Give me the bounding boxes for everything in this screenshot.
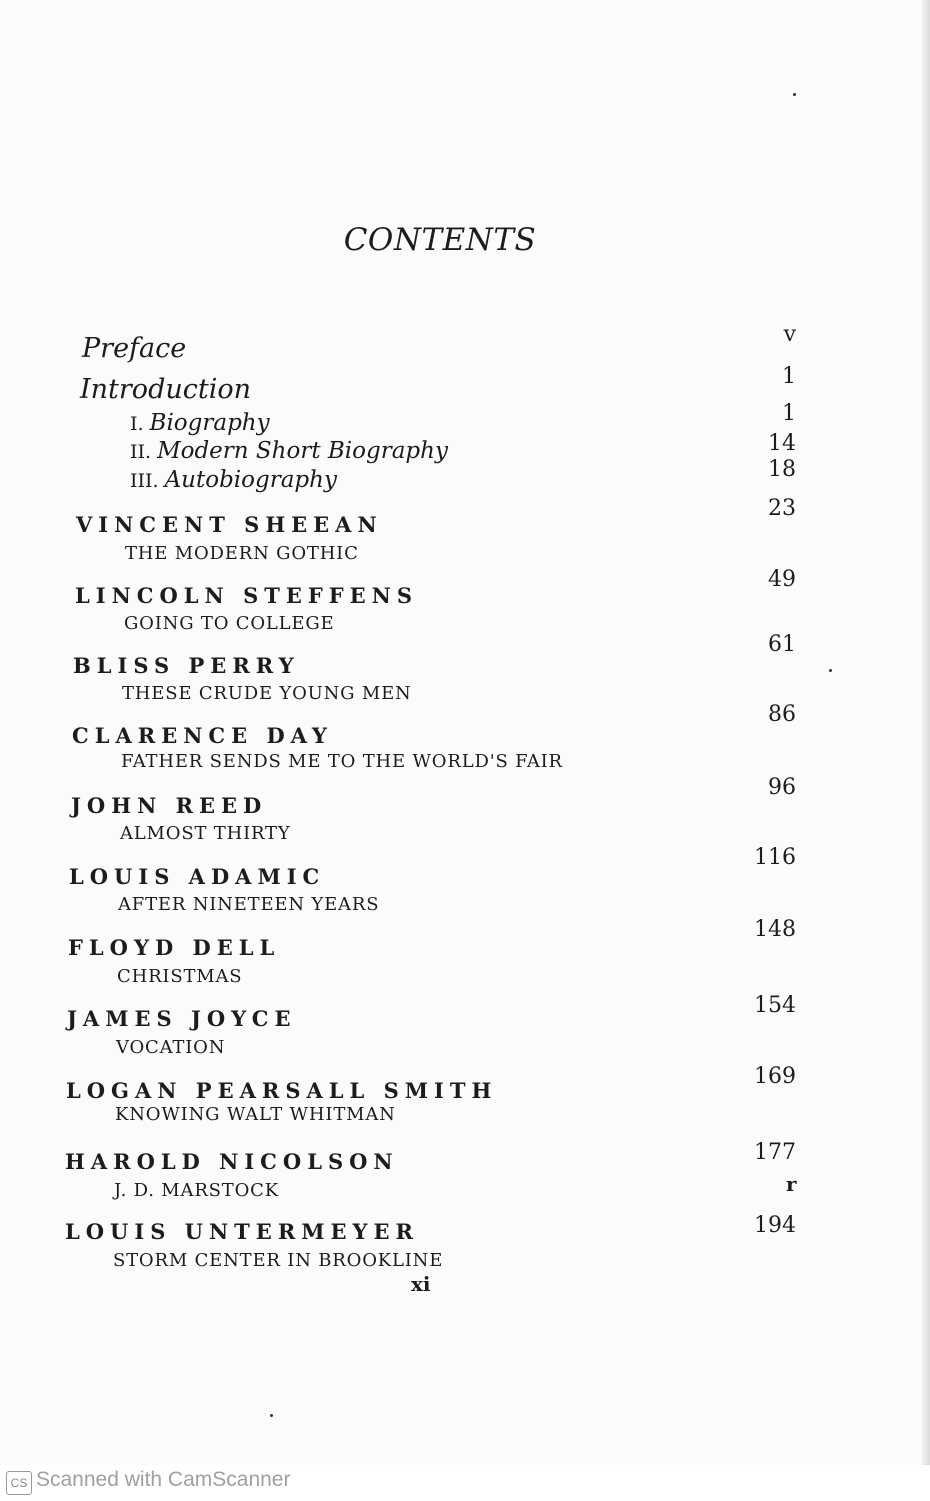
- scanner-watermark-text: Scanned with CamScanner: [36, 1468, 291, 1491]
- toc-author-harold-nicolson[interactable]: HAROLD NICOLSON: [65, 1149, 399, 1174]
- toc-essay-knowing-walt-whitman[interactable]: KNOWING WALT WHITMAN: [115, 1104, 396, 1125]
- toc-subentry-modern-short-biography[interactable]: [130, 438, 448, 464]
- toc-author-lincoln-steffens[interactable]: LINCOLN STEFFENS: [75, 583, 419, 608]
- toc-page-autobiography: 18: [768, 457, 796, 482]
- subentry-label: Biography: [149, 410, 270, 436]
- toc-page-louis-adamic: 116: [754, 845, 796, 870]
- scanner-watermark-bar: [0, 1465, 930, 1501]
- stray-mark: r: [786, 1172, 797, 1196]
- subentry-label: Modern Short Biography: [157, 438, 448, 464]
- dust-speck: [829, 669, 832, 672]
- toc-page-james-joyce: 154: [754, 993, 796, 1018]
- toc-page-clarence-day: 86: [768, 702, 796, 727]
- roman-numeral: II.: [130, 441, 152, 463]
- toc-essay-after-nineteen-years[interactable]: AFTER NINETEEN YEARS: [118, 894, 380, 915]
- toc-author-vincent-sheean[interactable]: VINCENT SHEEAN: [76, 512, 383, 537]
- toc-subentry-biography[interactable]: [130, 410, 270, 436]
- toc-author-john-reed[interactable]: JOHN REED: [71, 793, 268, 818]
- toc-page-harold-nicolson: 177: [754, 1140, 796, 1165]
- toc-author-louis-untermeyer[interactable]: LOUIS UNTERMEYER: [65, 1219, 419, 1244]
- toc-essay-worlds-fair[interactable]: FATHER SENDS ME TO THE WORLD'S FAIR: [121, 751, 563, 772]
- toc-entry-preface[interactable]: Preface: [82, 333, 187, 364]
- toc-essay-going-to-college[interactable]: GOING TO COLLEGE: [124, 613, 335, 634]
- roman-numeral: I.: [130, 413, 144, 435]
- toc-page-lincoln-steffens: 49: [768, 567, 796, 592]
- toc-page-louis-untermeyer: 194: [754, 1213, 796, 1238]
- toc-essay-storm-center-in-brookline[interactable]: STORM CENTER IN BROOKLINE: [113, 1250, 444, 1271]
- toc-essay-j-d-marstock[interactable]: J. D. MARSTOCK: [114, 1180, 279, 1201]
- toc-page-introduction: 1: [782, 364, 796, 389]
- toc-page-bliss-perry: 61: [768, 632, 796, 657]
- toc-author-clarence-day[interactable]: CLARENCE DAY: [72, 723, 333, 748]
- toc-entry-introduction[interactable]: Introduction: [80, 374, 251, 405]
- toc-page-floyd-dell: 148: [754, 917, 796, 942]
- toc-page-modern-short-biography: 14: [768, 431, 796, 456]
- toc-essay-almost-thirty[interactable]: ALMOST THIRTY: [120, 823, 291, 844]
- toc-essay-christmas[interactable]: CHRISTMAS: [117, 966, 243, 987]
- toc-page-logan-pearsall-smith: 169: [754, 1064, 796, 1089]
- toc-author-floyd-dell[interactable]: FLOYD DELL: [68, 935, 281, 960]
- roman-numeral: III.: [130, 470, 159, 492]
- toc-page-preface: v: [783, 322, 796, 347]
- toc-essay-these-crude-young-men[interactable]: THESE CRUDE YOUNG MEN: [122, 683, 412, 704]
- toc-essay-modern-gothic[interactable]: THE MODERN GOTHIC: [125, 543, 359, 564]
- toc-author-logan-pearsall-smith[interactable]: LOGAN PEARSALL SMITH: [66, 1078, 498, 1103]
- toc-page-john-reed: 96: [768, 775, 796, 800]
- dust-speck: [793, 93, 796, 96]
- toc-author-james-joyce[interactable]: JAMES JOYCE: [67, 1006, 297, 1031]
- toc-author-bliss-perry[interactable]: BLISS PERRY: [73, 653, 300, 678]
- toc-page-vincent-sheean: 23: [768, 496, 796, 521]
- subentry-label: Autobiography: [164, 467, 337, 493]
- toc-subentry-autobiography[interactable]: [130, 467, 337, 493]
- toc-page-biography: 1: [782, 401, 796, 426]
- page-folio: xi: [411, 1272, 431, 1296]
- toc-essay-vocation[interactable]: VOCATION: [116, 1037, 226, 1058]
- toc-author-louis-adamic[interactable]: LOUIS ADAMIC: [69, 864, 326, 889]
- camscanner-logo-icon: CS: [6, 1471, 32, 1495]
- page-edge-shadow: [922, 0, 930, 1465]
- dust-speck: [270, 1414, 273, 1417]
- contents-title: CONTENTS: [343, 222, 537, 258]
